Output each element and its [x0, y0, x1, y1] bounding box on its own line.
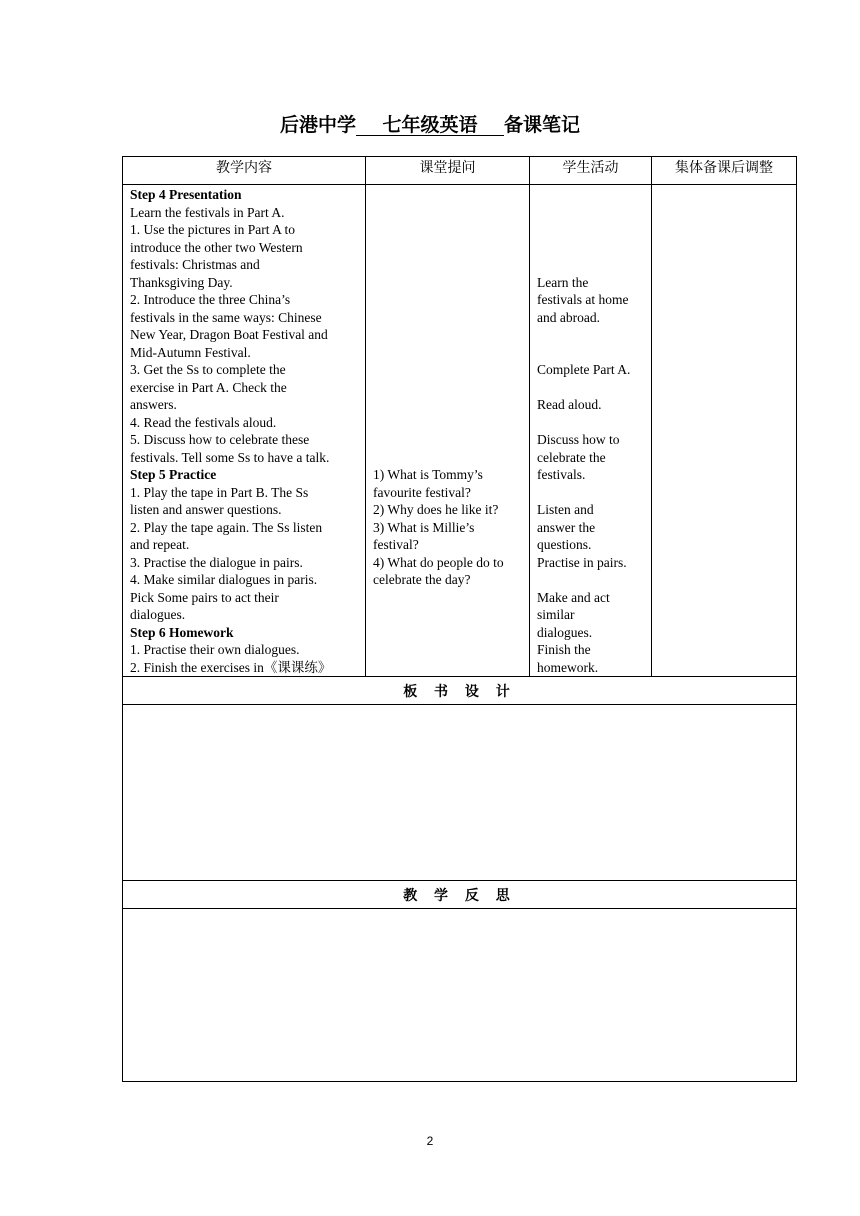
activity-line: festivals at home	[537, 292, 629, 307]
board-design-heading: 板 书 设 计	[123, 677, 797, 705]
activity-line: answer the	[537, 519, 596, 535]
question-line	[373, 256, 523, 274]
content-line: 1. Play the tape in Part B. The Ss	[130, 484, 309, 500]
col-header-content: 教学内容	[123, 157, 366, 185]
content-line: festivals. Tell some Ss to have a talk.	[130, 449, 330, 465]
question-line	[373, 274, 523, 292]
content-line: Learn the festivals in Part A.	[130, 204, 285, 220]
question-line: celebrate the day?	[373, 572, 471, 587]
content-line: festivals: Christmas and	[130, 257, 260, 272]
content-line: 3. Practise the dialogue in pairs.	[130, 554, 303, 570]
activity-line: Finish the	[537, 642, 591, 657]
question-line	[373, 221, 523, 239]
board-design-area	[123, 705, 797, 881]
reflection-area-row	[123, 909, 797, 1082]
content-line: 5. Discuss how to celebrate these	[130, 432, 310, 447]
content-line: 2. Introduce the three China’s	[130, 292, 291, 307]
content-line: listen and answer questions.	[130, 502, 282, 517]
classroom-questions	[366, 185, 529, 589]
activity-line: Read aloud.	[537, 397, 602, 412]
question-line	[373, 344, 523, 362]
activity-line: Discuss how to	[537, 432, 620, 447]
question-line	[373, 396, 523, 414]
title-notes: 备课笔记	[503, 114, 580, 136]
reflection-heading: 教 学 反 思	[123, 881, 797, 909]
content-line: 2. Finish the exercises in《课课练》	[130, 659, 332, 675]
content-line: Pick Some pairs to act their	[130, 589, 279, 605]
activity-line: Practise in pairs.	[537, 554, 627, 570]
main-row	[123, 185, 797, 677]
question-line	[373, 326, 523, 344]
student-activities	[530, 185, 651, 676]
question-line: 2) Why does he like it?	[373, 502, 499, 517]
content-line: and repeat.	[130, 537, 190, 552]
col-header-adjustments: 集体备课后调整	[652, 157, 797, 185]
activity-line: similar	[537, 607, 575, 622]
content-line: Step 4 Presentation	[130, 187, 242, 202]
activity-line	[537, 204, 645, 222]
reflection-area	[123, 909, 797, 1082]
reflection-row	[123, 881, 797, 909]
activity-line	[537, 326, 645, 344]
activity-line: Make and act	[537, 589, 610, 605]
questions-cell	[366, 185, 530, 677]
question-line	[373, 204, 523, 222]
activities-cell	[530, 185, 652, 677]
lesson-plan-table	[122, 156, 797, 1082]
content-line: introduce the other two Western	[130, 239, 303, 255]
activity-line	[537, 239, 645, 257]
question-line: 3) What is Millie’s	[373, 519, 475, 535]
content-line: New Year, Dragon Boat Festival and	[130, 327, 328, 342]
board-design-row	[123, 677, 797, 705]
content-line: dialogues.	[130, 607, 186, 622]
page-title	[0, 110, 860, 137]
content-line: exercise in Part A. Check the	[130, 379, 287, 395]
activity-line	[537, 221, 645, 239]
activity-line: questions.	[537, 537, 592, 552]
content-line: 3. Get the Ss to complete the	[130, 362, 286, 377]
teaching-content-cell	[123, 185, 366, 677]
question-line	[373, 186, 523, 204]
question-line: favourite festival?	[373, 484, 471, 500]
content-line: 4. Read the festivals aloud.	[130, 414, 277, 430]
activity-line: Complete Part A.	[537, 362, 631, 377]
activity-line	[537, 571, 645, 589]
activity-line	[537, 379, 645, 397]
question-line	[373, 361, 523, 379]
content-line: answers.	[130, 397, 177, 412]
question-line	[373, 414, 523, 432]
col-header-questions: 课堂提问	[366, 157, 530, 185]
content-line: 1. Practise their own dialogues.	[130, 642, 300, 657]
activity-line: Learn the	[537, 274, 589, 290]
content-line: festivals in the same ways: Chinese	[130, 309, 322, 325]
content-line: 2. Play the tape again. The Ss listen	[130, 519, 323, 535]
question-line: festival?	[373, 537, 419, 552]
question-line	[373, 449, 523, 467]
activity-line	[537, 186, 645, 204]
question-line	[373, 431, 523, 449]
activity-line	[537, 344, 645, 362]
adjustments-cell	[652, 185, 797, 677]
activity-line: festivals.	[537, 467, 586, 482]
activity-line	[537, 484, 645, 502]
activity-line	[537, 414, 645, 432]
activity-line: Listen and	[537, 502, 594, 517]
question-line	[373, 309, 523, 327]
question-line	[373, 291, 523, 309]
content-line: Step 6 Homework	[130, 624, 234, 640]
activity-line: dialogues.	[537, 624, 593, 640]
question-line: 1) What is Tommy’s	[373, 467, 483, 482]
title-school: 后港中学	[280, 114, 357, 136]
content-line: Thanksgiving Day.	[130, 274, 233, 290]
content-line: Step 5 Practice	[130, 467, 217, 482]
activity-line: and abroad.	[537, 309, 600, 325]
board-design-area-row	[123, 705, 797, 881]
col-header-activities: 学生活动	[530, 157, 652, 185]
activity-line	[537, 256, 645, 274]
page-number: 2	[426, 1134, 434, 1148]
question-line	[373, 239, 523, 257]
question-line	[373, 379, 523, 397]
content-line: 1. Use the pictures in Part A to	[130, 222, 295, 237]
content-line: 4. Make similar dialogues in paris.	[130, 572, 318, 587]
header-row	[123, 157, 797, 185]
title-subject: 七年级英语	[382, 114, 478, 136]
activity-line: homework.	[537, 659, 599, 675]
activity-line: celebrate the	[537, 449, 606, 465]
content-line: Mid-Autumn Festival.	[130, 344, 251, 360]
teaching-content	[123, 185, 365, 676]
question-line: 4) What do people do to	[373, 554, 504, 570]
